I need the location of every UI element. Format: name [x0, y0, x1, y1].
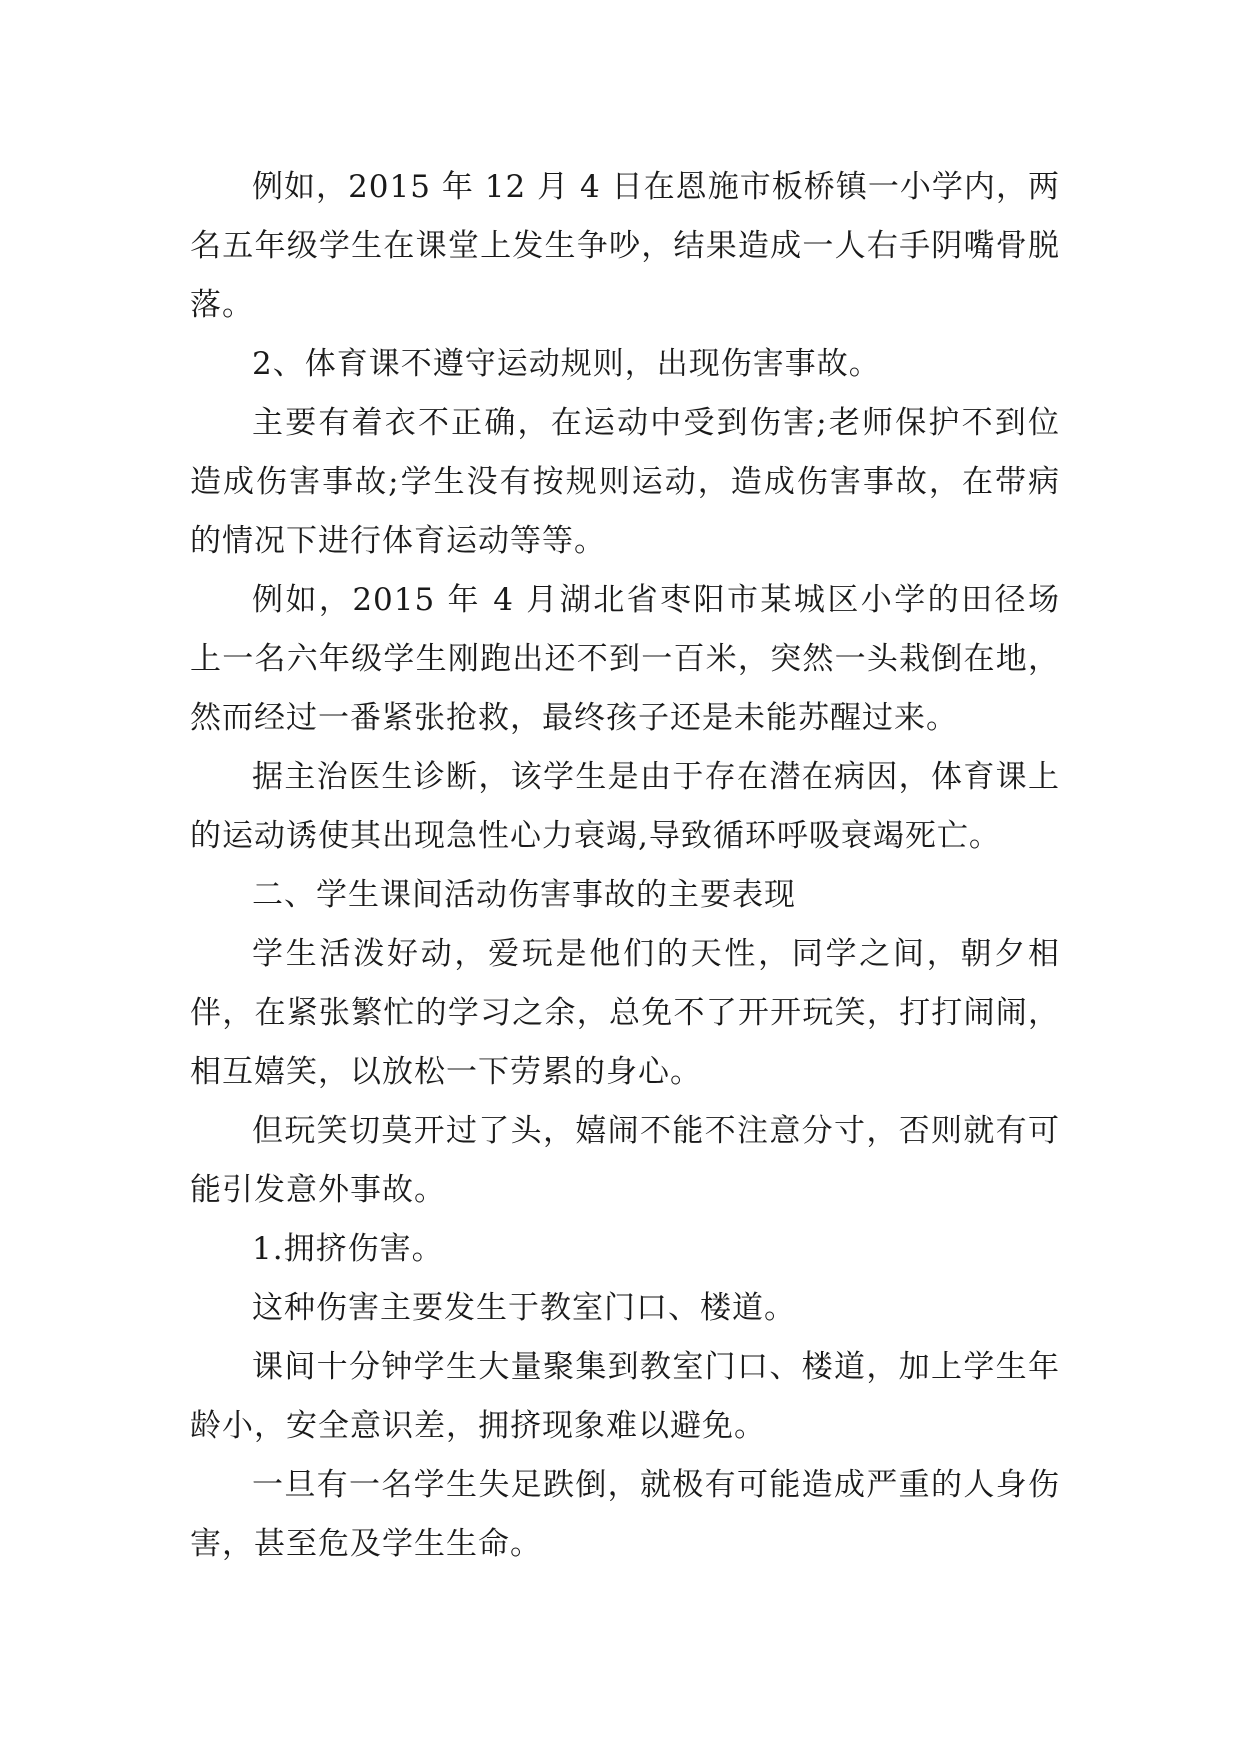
- paragraph-crowding-location: 这种伤害主要发生于教室门口、楼道。: [252, 1290, 796, 1326]
- paragraph-pe-causes: 主要有着衣不正确，在运动中受到伤害;老师保护不到位造成伤害事故;学生没有按规则运动，造成伤害事故，在带病的情况下进行体育运动等等。: [190, 405, 1060, 559]
- paragraph-crowding-cause: 课间十分钟学生大量聚集到教室门口、楼道，加上学生年龄小，安全意识差，拥挤现象难以避免。: [190, 1349, 1060, 1444]
- document-body: [190, 158, 1060, 1574]
- paragraph-example-zaoyang: 例如，2015 年 4 月湖北省枣阳市某城区小学的田径场上一名六年级学生刚跑出还不到一百米，突然一头栽倒在地，然而经过一番紧张抢救，最终孩子还是未能苏醒过来。: [190, 582, 1060, 736]
- paragraph-heading-pe-rules: 2、体育课不遵守运动规则，出现伤害事故。: [252, 346, 881, 382]
- paragraph-example-enshi: 例如，2015 年 12 月 4 日在恩施市板桥镇一小学内，两名五年级学生在课堂上发生争吵，结果造成一人右手阴嘴骨脱落。: [190, 169, 1060, 323]
- paragraph-diagnosis: 据主治医生诊断，该学生是由于存在潜在病因，体育课上的运动诱使其出现急性心力衰竭,导致循环呼吸衰竭死亡。: [190, 759, 1060, 854]
- paragraph-heading-crowding: 1.拥挤伤害。: [252, 1231, 444, 1267]
- paragraph-section-heading-break: 二、学生课间活动伤害事故的主要表现: [252, 877, 796, 913]
- paragraph-joke-warning: 但玩笑切莫开过了头，嬉闹不能不注意分寸，否则就有可能引发意外事故。: [190, 1113, 1060, 1208]
- paragraph-students-nature: 学生活泼好动，爱玩是他们的天性，同学之间，朝夕相伴，在紧张繁忙的学习之余，总免不了开开玩笑，打打闹闹，相互嬉笑，以放松一下劳累的身心。: [190, 936, 1060, 1090]
- paragraph-crowding-danger: 一旦有一名学生失足跌倒，就极有可能造成严重的人身伤害，甚至危及学生生命。: [190, 1467, 1060, 1562]
